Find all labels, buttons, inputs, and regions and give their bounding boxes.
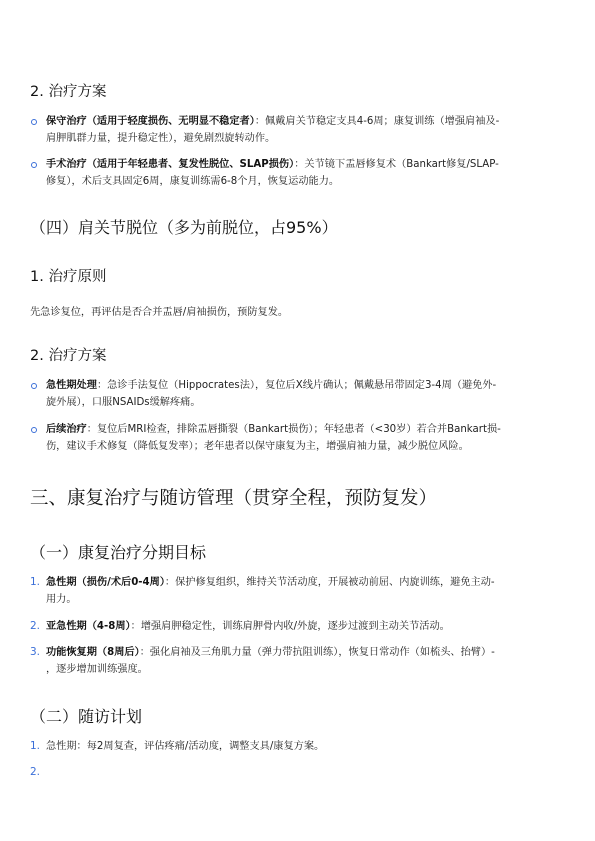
item-text-line2: ，逐步增加训练强度。 [46, 664, 148, 675]
list-number: 3. [30, 646, 41, 658]
item-text: 保护修复组织，维持关节活动度，开展被动前屈、内旋训练，避免主动- [175, 577, 495, 588]
section-heading-treatment-plan-2: 2. 治疗方案 [30, 348, 107, 364]
principle-text: 先急诊复位，再评估是否合并盂唇/肩袖损伤，预防复发。 [30, 307, 289, 318]
list-item-followup-1 [30, 738, 582, 755]
item-text-line2: 肩胛肌群力量，提升稳定性），避免剧烈旋转动作。 [46, 133, 276, 144]
section-heading-dislocation: （四）肩关节脱位（多为前脱位，占95%） [30, 218, 338, 237]
item-title: 手术治疗（适用于年轻患者、复发性脱位、SLAP损伤） [46, 159, 295, 170]
list-number: 2. [30, 766, 41, 778]
item-text: 关节镜下盂唇修复术（Bankart修复/SLAP- [304, 159, 499, 170]
item-text-line2: 修复），术后支具固定6周，康复训练需6-8个月，恢复运动能力。 [46, 176, 340, 187]
item-title: 后续治疗 [46, 424, 87, 435]
item-text: 急诊手法复位（Hippocrates法），复位后X线片确认；佩戴悬吊带固定3-4周（避免外- [107, 380, 497, 391]
colon: ： [86, 424, 97, 435]
item-title: 功能恢复期（8周后） [46, 647, 140, 658]
section-heading-principle: 1. 治疗原则 [30, 269, 107, 285]
colon: ： [130, 621, 141, 632]
list-item-followup-treatment [30, 421, 582, 455]
bullet-icon [31, 162, 37, 168]
bullet-icon [31, 383, 37, 389]
item-text: 增强肩胛稳定性，训练肩胛骨内收/外旋，逐步过渡到主动关节活动。 [140, 621, 450, 632]
colon: ： [254, 116, 266, 127]
list-item-phase-1 [30, 574, 582, 608]
item-text: 复位后MRI检查，排除盂唇撕裂（Bankart损伤）；年轻患者（<30岁）若合并Bankart损- [96, 424, 501, 435]
item-text-line2: 旋外展），口服NSAIDs缓解疼痛。 [46, 397, 201, 408]
bullet-icon [31, 427, 37, 433]
item-title: 亚急性期（4-8周） [46, 621, 131, 632]
item-text-line2: 伤，建议手术修复（降低复发率）；老年患者以保守康复为主，增强肩袖力量，减少脱位风险。 [46, 441, 469, 452]
item-title: 急性期（损伤/术后0-4周） [46, 577, 165, 588]
list-item-phase-2 [30, 618, 582, 635]
list-item-acute [30, 377, 582, 411]
section-heading-rehab-goals: （一）康复治疗分期目标 [30, 543, 207, 562]
item-title: 保守治疗（适用于轻度损伤、无明显不稳定者） [46, 116, 255, 127]
section-heading-followup-plan: （二）随访计划 [30, 707, 143, 726]
item-text: 急性期：每2周复查，评估疼痛/活动度，调整支具/康复方案。 [46, 741, 325, 752]
list-item-phase-3 [30, 644, 582, 678]
list-item-surgical [30, 156, 582, 190]
colon: ： [294, 159, 305, 170]
colon: ： [164, 577, 176, 588]
colon: ： [96, 380, 108, 391]
item-text: 强化肩袖及三角肌力量（弹力带抗阻训练），恢复日常动作（如梳头、抬臂）- [149, 647, 495, 658]
colon: ： [139, 647, 150, 658]
item-title: 急性期处理 [46, 380, 97, 391]
item-text: 佩戴肩关节稳定支具4-6周；康复训练（增强肩袖及- [265, 116, 500, 127]
section-heading-treatment-plan: 2. 治疗方案 [30, 84, 107, 100]
list-number: 1. [30, 740, 41, 752]
section-heading-rehab: 三、康复治疗与随访管理（贯穿全程，预防复发） [30, 488, 438, 509]
item-text-line2: 用力。 [46, 594, 77, 605]
list-item-conservative [30, 113, 582, 147]
list-number: 1. [30, 576, 41, 588]
list-number: 2. [30, 620, 41, 632]
bullet-icon [31, 119, 37, 125]
